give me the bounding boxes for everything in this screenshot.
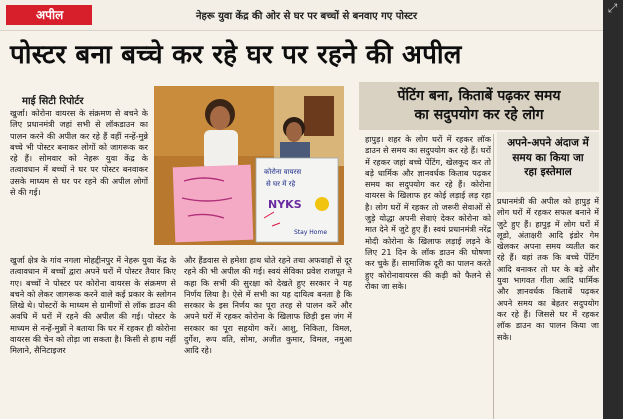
article-col1-bottom: खुर्जा क्षेत्र के गांव नगला मोहद्दीनपुर में नेहरू युवा केंद्र के तत्वावधान में बच्चों द्वारा अपने घरों में पोस्टर तैयार किए गए। बच्चों ने पोस्टर पर कोरोना वायरस के संक्रमण से बचने को लेकर जागरूक करने वाले कई प्रकार के स्लोगन लिखे थे। पोस्टरों के माध्यम से ग्रामीणों से लॉक डाउन की अवधि में घरों में रहने की अपील की गई। पोस्टर के माध्यम से नन्हें-मुन्नों ने बताया कि घर में रहकर ही कोरोना वायरस की चेन को तोड़ा जा सकता है। किसी से हाथ नहीं मिलाने, सैनिटाइजर — [10, 255, 176, 356]
viewer-side-panel — [603, 0, 623, 419]
kicker-line: नेहरू युवा केंद्र की ओर से घर पर बच्चों से बनवाए गए पोस्टर — [196, 11, 418, 22]
article-col1-top: खुर्जा। कोरोना वायरस के संक्रमण से बचने के लिए प्रधानमंत्री जहां सभी से लॉकडाउन का पालन करने की अपील कर रहे हैं वहीं नन्हें-मुन्ने बच्चे भी पोस्टर बनाकर लोगों को जागरूक कर रहे हैं। सोमवार को नेहरू युवा केंद्र के तत्वावधान में बच्चों ने घर पर पोस्टर बनवाकर उसके माध्यम से घर पर रहने की अपील लोगों से की गई। — [10, 108, 148, 198]
section-badge: अपील — [6, 5, 92, 25]
sub-headline-line-2: समय का किया जा — [512, 151, 584, 164]
article-col2-bottom: और हैंडवास से हमेशा हाथ धोते रहने तथा अफवाहों से दूर रहने की भी अपील की गई। स्वयं सेविका प्रवेश राजपूत ने कहा कि सभी की सुरक्षा को देखते हुए सरकार ने यह निर्णय लिया है। ऐसे में सभी का यह दायित्व बनता है कि सरकार के इस निर्णय का पूरा तरह से पालन करें और अपने घरों में रहकर कोरोना के खिलाफ छिड़ी इस जंग में सरकार का पूरा सहयोग करें। आशु, निकिता, विमल, दुर्गेश, रूप वति, सोमा, अजीत कुमार, विमल, नमुआ आदि रहे। — [184, 255, 352, 356]
side-headline-line-1: पेंटिंग बना, किताबें पढ़कर समय — [397, 88, 561, 104]
column-divider — [493, 134, 494, 419]
article-photo — [154, 86, 344, 245]
poster-line-3: NYKS — [268, 198, 302, 211]
article-col4: प्रधानमंत्री की अपील को हापुड़ में लोग घरों में रहकर सफल बनाने में जुटे हुए हैं। हापुड़ में लोग घरों में लूडो, अंताक्षरी आदि इंडोर गेम खेलकर अपना समय व्यतीत कर रहे हैं। वहां तक कि बच्चे पेंटिंग आदि बनाकर तो घर के बड़े और युवा भागवत गीता आदि धार्मिक और ज्ञानवर्धक किताबें पढ़कर अपने समय का बेहतर सदुपयोग कर रहे हैं। जिससे घर में रहकर लॉक डाउन का पालन किया जा सके। — [497, 196, 599, 342]
side-headline — [359, 82, 599, 130]
poster-line-2: से घर में रहे — [266, 180, 296, 188]
top-strip — [0, 0, 603, 31]
side-headline-line-2: का सदुपयोग कर रहे लोग — [414, 107, 544, 123]
sub-headline-box — [497, 132, 599, 192]
article-col3: हापुड़। शहर के लोग घरों में रहकर लॉक डाउन से समय का सदुपयोग कर रहे हैं। घरों में रहकर जहां बच्चे पेंटिंग, खेलकूद कर तो बड़े धार्मिक और ज्ञानवर्धक किताब पढ़कर समय का सदुपयोग कर रहे हैं। कोरोना वायरस के खिलाफ हर कोई लड़ाई लड़ रहा है। लोग घरों में रहकर तो जरूरी सेवाओं से जुड़े योद्धा अपनी सेवाएं देकर कोरोना को मात देने में जुटे हुए हैं। स्वयं प्रधानमंत्री नरेंद्र मोदी कोरोना के खिलाफ लड़ाई लड़ने के लिए 21 दिन के लॉक डाउन की घोषणा कर चुके हैं। सामाजिक दूरी का पालन करते हुए कोरोनावायरस की कड़ी को फैलने से रोका जा सके। — [365, 134, 491, 291]
main-headline: पोस्टर बना बच्चे कर रहे घर पर रहने की अपील — [10, 40, 462, 70]
expand-icon[interactable]: ⤢ — [607, 1, 618, 15]
poster-line-4: Stay Home — [294, 229, 328, 236]
photo-illustration — [154, 86, 344, 245]
sub-headline-line-1: अपने-अपने अंदाज में — [507, 137, 589, 149]
poster-line-1: कोरोना वायरस — [264, 168, 302, 176]
byline-text: माई सिटी रिपोर्टर — [22, 96, 84, 107]
sub-headline-line-3: रहा इस्तेमाल — [524, 166, 572, 178]
byline — [22, 93, 84, 107]
